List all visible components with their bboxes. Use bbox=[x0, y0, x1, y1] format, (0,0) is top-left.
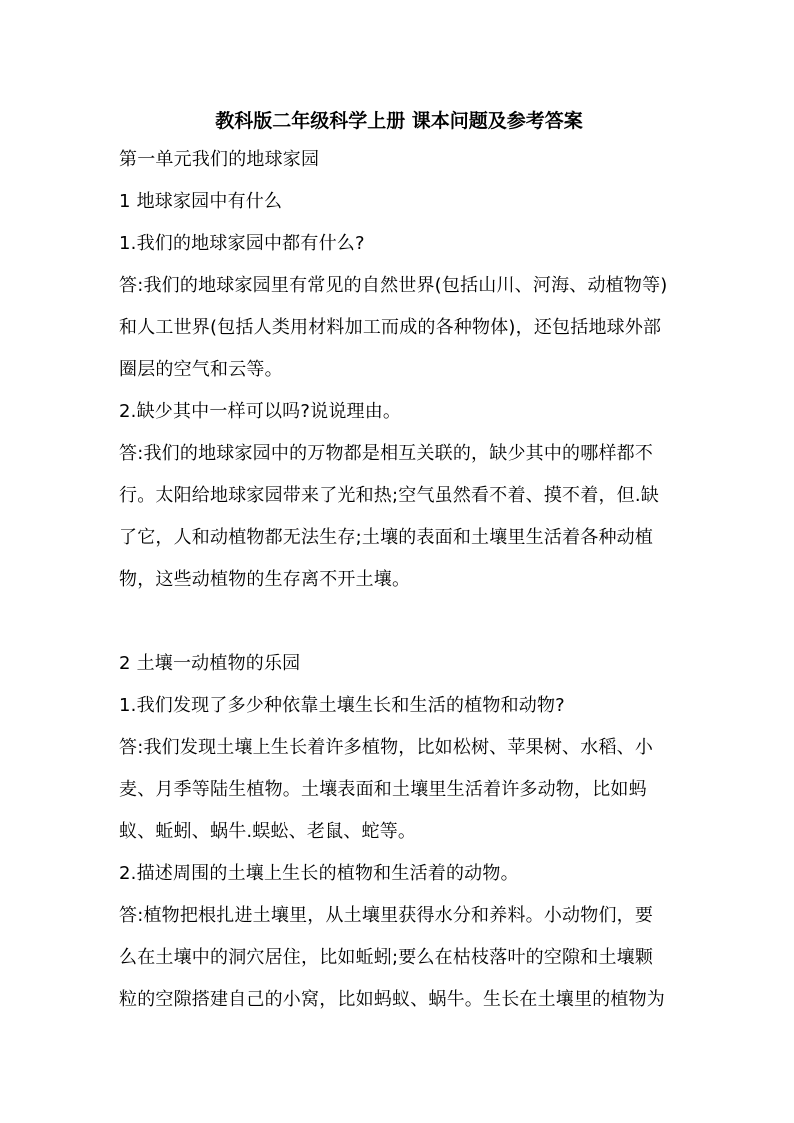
answer-2-2-line-1: 答:植物把根扎进土壤里，从土壤里获得水分和养料。小动物们，要 bbox=[119, 905, 654, 926]
answer-1-1-line-2: 和人工世界(包括人类用材料加工而成的各种物体)，还包括地球外部 bbox=[119, 317, 662, 338]
question-2-1: 1.我们发现了多少种依靠土壤生长和生活的植物和动物? bbox=[119, 695, 565, 716]
answer-1-2-line-2: 行。太阳给地球家园带来了光和热;空气虽然看不着、摸不着，但.缺 bbox=[119, 485, 659, 506]
answer-2-2-line-2: 么在土壤中的洞穴居住，比如蚯蚓;要么在枯枝落叶的空隙和土壤颗 bbox=[119, 947, 654, 968]
lesson-heading-2: 2 土壤一动植物的乐园 bbox=[119, 653, 301, 674]
question-2-2: 2.描述周围的土壤上生长的植物和生活着的动物。 bbox=[119, 863, 519, 884]
answer-2-1-line-2: 麦、月季等陆生植物。土壤表面和土壤里生活着许多动物，比如蚂 bbox=[119, 779, 647, 800]
answer-1-1-line-1: 答:我们的地球家园里有常见的自然世界(包括山川、河海、动植物等) bbox=[119, 275, 668, 296]
unit-heading: 第一单元我们的地球家园 bbox=[119, 149, 320, 170]
answer-1-2-line-3: 了它，人和动植物都无法生存;土壤的表面和土壤里生活着各种动植 bbox=[119, 527, 654, 548]
question-1-2: 2.缺少其中一样可以吗?说说理由。 bbox=[119, 401, 402, 422]
document-title: 教科版二年级科学上册 课本问题及参考答案 bbox=[215, 110, 583, 132]
answer-1-1-line-3: 圈层的空气和云等。 bbox=[119, 359, 283, 380]
answer-1-2-line-1: 答:我们的地球家园中的万物都是相互关联的，缺少其中的哪样都不 bbox=[119, 443, 654, 464]
question-1-1: 1.我们的地球家园中都有什么? bbox=[119, 233, 365, 254]
answer-2-1-line-3: 蚁、蚯蚓、蜗牛.蜈蚣、老鼠、蛇等。 bbox=[119, 821, 417, 842]
answer-2-2-line-3: 粒的空隙搭建自己的小窝，比如蚂蚁、蜗牛。生长在土壤里的植物为 bbox=[119, 989, 665, 1010]
answer-1-2-line-4: 物，这些动植物的生存离不开土壤。 bbox=[119, 569, 411, 590]
answer-2-1-line-1: 答:我们发现土壤上生长着许多植物，比如松树、苹果树、水稻、小 bbox=[119, 737, 654, 758]
lesson-heading-1: 1 地球家园中有什么 bbox=[119, 191, 283, 212]
